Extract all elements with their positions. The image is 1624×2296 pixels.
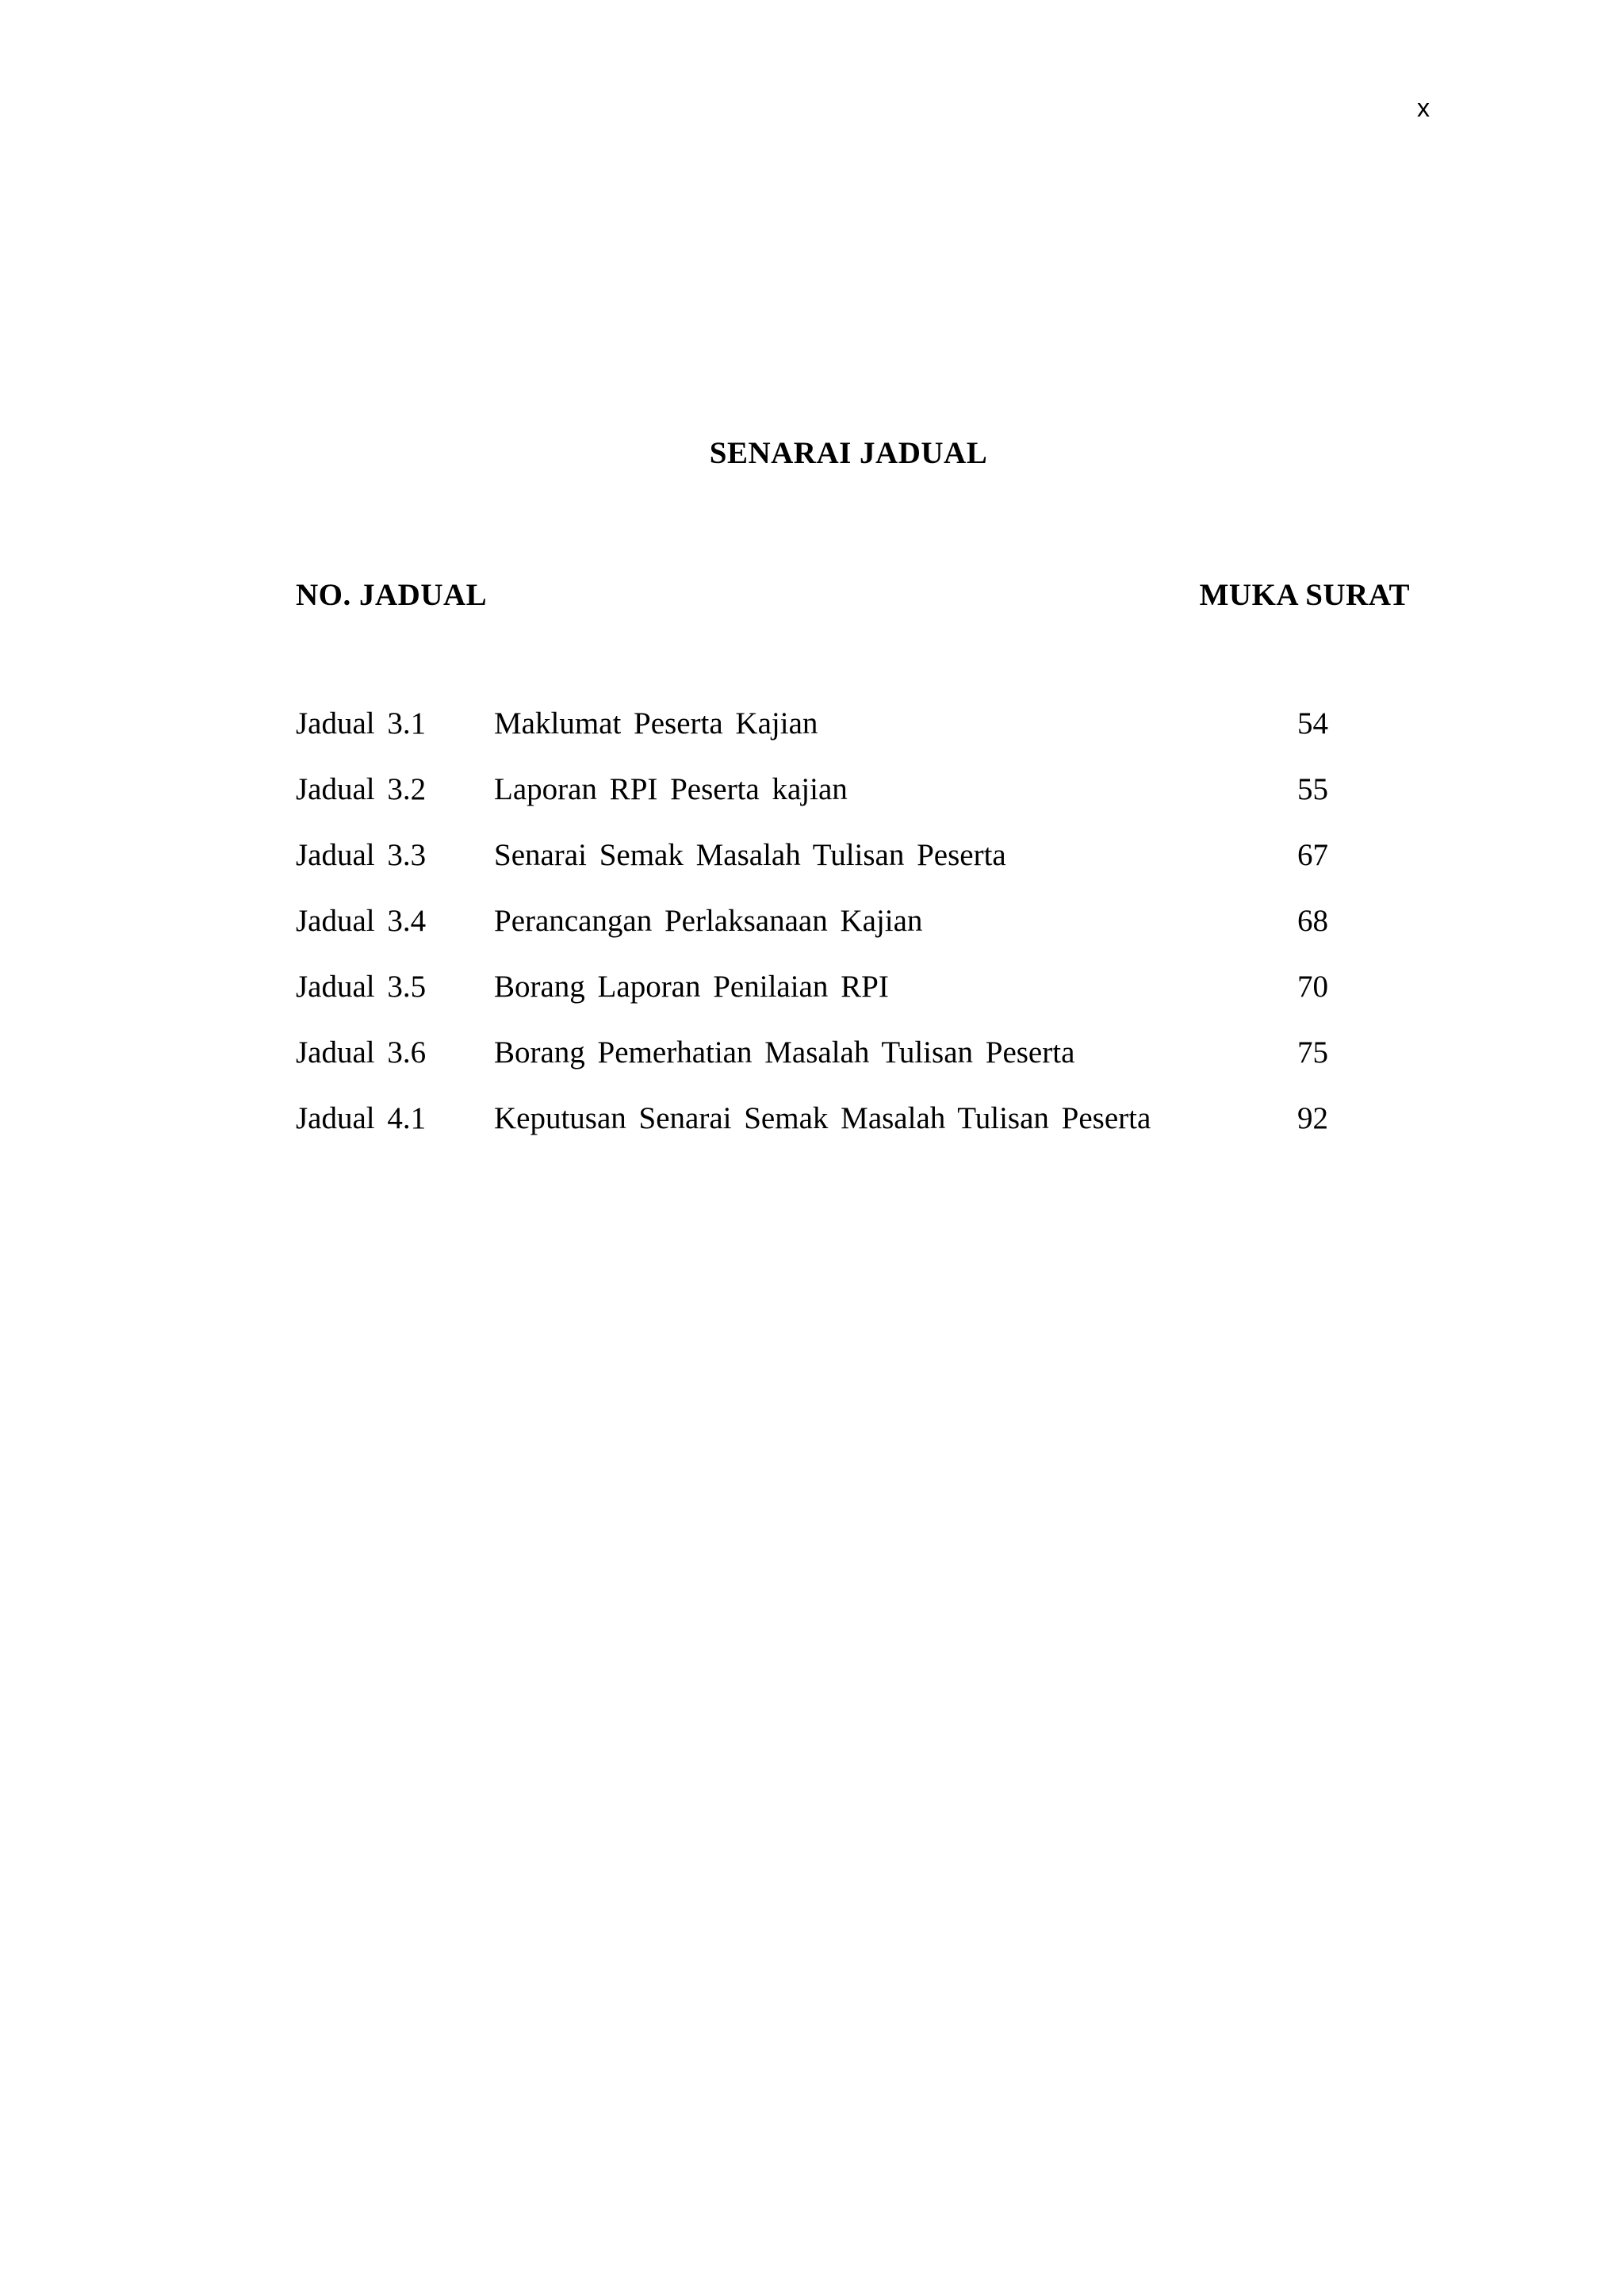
page-ref: 67 <box>1297 838 1328 872</box>
table-title: Maklumat Peserta Kajian <box>494 706 818 740</box>
list-item <box>296 905 1406 971</box>
page-ref: 54 <box>1297 706 1328 740</box>
page-ref: 70 <box>1297 970 1328 1004</box>
list-item <box>296 971 1406 1037</box>
list-item <box>296 840 1406 905</box>
page-ref: 68 <box>1297 904 1328 938</box>
table-number: Jadual 3.2 <box>296 772 427 806</box>
list-item <box>296 774 1406 840</box>
table-title: Borang Laporan Penilaian RPI <box>494 970 889 1004</box>
page-ref: 92 <box>1297 1101 1328 1135</box>
table-title: Perancangan Perlaksanaan Kajian <box>494 904 923 938</box>
table-number: Jadual 3.3 <box>296 838 427 872</box>
table-number: Jadual 3.6 <box>296 1035 427 1070</box>
column-header-page: MUKA SURAT <box>1199 578 1410 612</box>
table-number: Jadual 3.1 <box>296 706 427 740</box>
table-title: Keputusan Senarai Semak Masalah Tulisan Peserta <box>494 1101 1151 1135</box>
list-item <box>296 708 1406 774</box>
list-item <box>296 1037 1406 1103</box>
table-number: Jadual 3.4 <box>296 904 427 938</box>
table-number: Jadual 4.1 <box>296 1101 427 1135</box>
list-item <box>296 1103 1406 1169</box>
page-number: x <box>1417 94 1430 122</box>
column-header-number: NO. JADUAL <box>296 578 488 612</box>
table-list <box>296 708 1406 1169</box>
page-title: SENARAI JADUAL <box>709 436 988 470</box>
table-title: Senarai Semak Masalah Tulisan Peserta <box>494 838 1006 872</box>
table-number: Jadual 3.5 <box>296 970 427 1004</box>
table-title: Laporan RPI Peserta kajian <box>494 772 848 806</box>
page-ref: 75 <box>1297 1035 1328 1070</box>
page-ref: 55 <box>1297 772 1328 806</box>
table-title: Borang Pemerhatian Masalah Tulisan Peserta <box>494 1035 1075 1070</box>
